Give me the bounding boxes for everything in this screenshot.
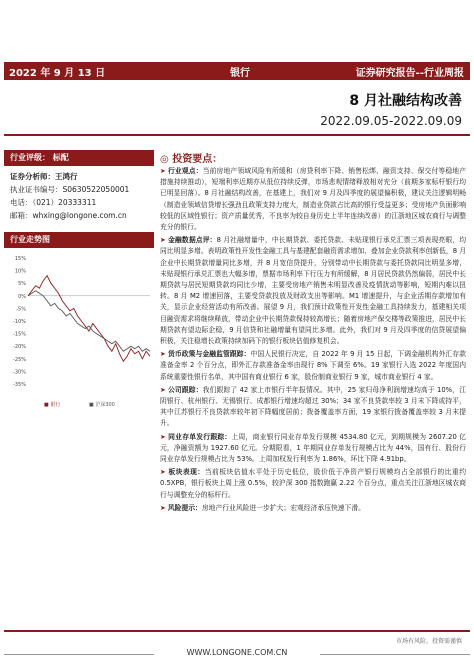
report-period: 2022.09.05-2022.09.09: [320, 114, 462, 128]
footer-disclaimer: 市场有风险，投资需谨慎: [395, 638, 462, 645]
license-line: [4, 183, 154, 196]
series-line-0: [28, 276, 150, 362]
para-label: 货币政策与金融监管跟踪：: [167, 350, 251, 359]
y-tick-label: -10%: [13, 319, 26, 325]
main-content: [160, 150, 466, 620]
para-text: 8 月社融增量中，中长期贷款、委托贷款、未贴现银行承兑汇票三项表现亮眼，均同比明显多增。表明政策性开发性金融工具与基建配套融资需求增加、叠加企业贷款利率创新低，8 月企业中长期贷款增量同比多增，并 8 月宽信贷提升，分别带动中长期贷款与委托贷款同比明显多增，未贴现银行承兑汇票也大幅多增，票据市场利率下行压力有所缓解，8 月居民贷款仍然偏弱，居民中长期贷款与居民短期贷款均同比少增，主要受房地产销售未明显改善及疫情扰动等影响，短期内难以扭转。8 月 M2 增速回落，主要受贷款投放及财政支出等影响。M1 增速提升，与企业活期存款增加有关，显示企业经营活动有所改善。展望 9 月，我们预计政策性开发性金融工具持续发力，基建相关项目融资需求将继续释放，带动企业中长期贷款保持较高增长；随着房地产保交楼等政策推进，居民中长期贷款有望边际企稳，9 月信贷和社融增量有望同比多增。此外，我们对 9 月及四季度的信贷展望偏积极，关注稳增长政策持续加码下的银行板块估值修复机会。: [160, 236, 467, 346]
para-label: 板块表现：: [168, 468, 205, 477]
bullet-icon: ➤: [160, 236, 166, 245]
y-tick-label: -15%: [13, 331, 26, 338]
trend-chart: [4, 252, 154, 416]
y-tick-label: 10%: [14, 268, 26, 275]
title-rule: [4, 134, 470, 136]
phone-value: （021）20333311: [32, 198, 97, 207]
rating-block: [4, 150, 154, 166]
bullet-icon: ➤: [160, 167, 166, 175]
y-tick-label: -35%: [13, 382, 26, 388]
y-tick-label: -30%: [13, 369, 26, 376]
para-text: 房地产行业风险进一步扩大；宏观经济承压快速下滑。: [201, 503, 365, 512]
para-label: 同业存单发行跟踪：: [168, 432, 232, 441]
footer-rule: [4, 630, 470, 632]
para-risk-warning: [160, 503, 466, 514]
legend-entry: ■ 沪深300: [89, 402, 115, 408]
footer-url[interactable]: WWW.LONGONE.COM.CN: [186, 648, 288, 657]
para-monetary-policy: [160, 349, 466, 383]
bullet-icon: ➤: [160, 503, 166, 512]
email-value[interactable]: whxing@longone.com.cn: [32, 211, 127, 220]
para-label: 公司跟踪：: [168, 385, 203, 394]
highlights-icon: ◎: [160, 154, 169, 165]
page-title: 8 月社融结构改善: [349, 93, 462, 109]
report-type: 证券研究报告--行业周报: [355, 68, 464, 79]
y-tick-label: 15%: [14, 256, 26, 262]
para-label: 金融数据点评：: [168, 236, 217, 245]
para-text: 我们跟踪了 42 家上市银行半年报情况。其中，25 家归母净利润增速均高于 10%，江阴银行、杭州银行、无锡银行、成都银行增速均超过 30%；34 家不良贷款率较 3 月末下降或持平，其中江苏银行不良贷款率较年初下降幅度居前；拨备覆盖率方面，19 家银行拨备覆盖率较 3 月末提升。: [160, 385, 466, 428]
y-tick-label: 5%: [18, 281, 26, 288]
phone-line: [4, 196, 154, 209]
trend-label: 行业走势图: [10, 235, 50, 244]
license-value: S0630522050001: [62, 185, 130, 194]
sidebar: [4, 150, 154, 620]
bullet-icon: ➤: [160, 350, 166, 359]
report-date: 2022 年 9 月 13 日: [9, 68, 106, 79]
para-company-tracking: [160, 385, 466, 430]
y-tick-label: -25%: [13, 356, 26, 363]
report-sector: 银行: [230, 68, 250, 79]
para-text: 中国人民银行决定，自 2022 年 9 月 15 日起，下调金融机构外汇存款准备金率 2 个百分点，即外汇存款准备金率由现行 8% 下调至 6%。19 家银行入选 2022 年度国内系统重要性银行名单，其中国有商业银行 6 家，股份制商业银行 9 家，城市商业银行 4 家。: [160, 350, 467, 381]
para-text: 上周，商业银行同业存单发行规模 4534.80 亿元，到期规模为 2607.20 亿元，净融资额为 1927.60 亿元。分期限看，1 年期同业存单发行规模占比为 44%，国有行、股份行同业存单发行规模占比为 53%。上周加权发行利率为 1.86%，环比下降 4.91bp。: [160, 432, 466, 464]
rating-value: 标配: [52, 153, 69, 162]
para-text: 当前房地产领域风险有所缓和（房贷利率下降、销售松绑、融资支持、保交付等稳地产措施持续推动），短端利率近期亦从低位持续反弹，市场悲观情绪释放相对充分（前期多家标杆银行均已明显回落）。8 月社融结构改善，在基建上，我们对 9 月及四季度的展望偏积极，建议关注逻辑明畅（制造业领域信贷增长强劲且政策支持力度大，制造业贷款占比高的银行受益更多；受房地产负面影响较低的区域性银行；资产质量优秀，不良率为较自身历史上半年连续改善）的江浙地区城农商行与调整充分的银行。: [160, 167, 466, 232]
para-label: 风险提示：: [167, 503, 202, 512]
para-cd-issuance: [160, 432, 466, 466]
bullet-icon: ➤: [160, 432, 166, 441]
phone-label: 电话：: [10, 198, 33, 207]
y-tick-label: -5%: [16, 306, 26, 313]
y-tick-label: -20%: [13, 344, 26, 351]
license-label: 执业证书编号：: [10, 185, 63, 194]
para-text: 当前板块估值水平处于历史低位，股价低于净资产银行规模均占全部银行的比重约 0.5XPB，银行板块上周上涨 0.5%，较沪深 300 指数跑赢 2.22 个百分点，重点关注江浙地区城农商行与调整充分的标杆行。: [160, 468, 466, 499]
analyst-label: 证券分析师：: [10, 172, 55, 181]
para-sector-performance: [160, 467, 466, 501]
legend-entry: ■ 银行: [44, 402, 61, 408]
rating-label: 行业评级：: [10, 153, 50, 162]
bullet-icon: ➤: [160, 385, 166, 394]
para-industry-view: [160, 166, 466, 233]
trend-chart-svg: [4, 252, 154, 412]
analyst-name: 王鸿行: [55, 172, 78, 181]
analyst-line: [4, 170, 154, 183]
email-line: [4, 209, 154, 222]
highlights-heading: [160, 150, 466, 164]
trend-block: [4, 232, 154, 248]
para-label: 行业观点：: [168, 167, 203, 175]
highlights-heading-text: 投资要点：: [172, 154, 223, 165]
para-financial-data: [160, 235, 466, 347]
email-label: 邮箱：: [10, 211, 33, 220]
bullet-icon: ➤: [160, 468, 166, 477]
y-tick-label: 0%: [18, 293, 26, 300]
series-line-1: [28, 291, 150, 351]
